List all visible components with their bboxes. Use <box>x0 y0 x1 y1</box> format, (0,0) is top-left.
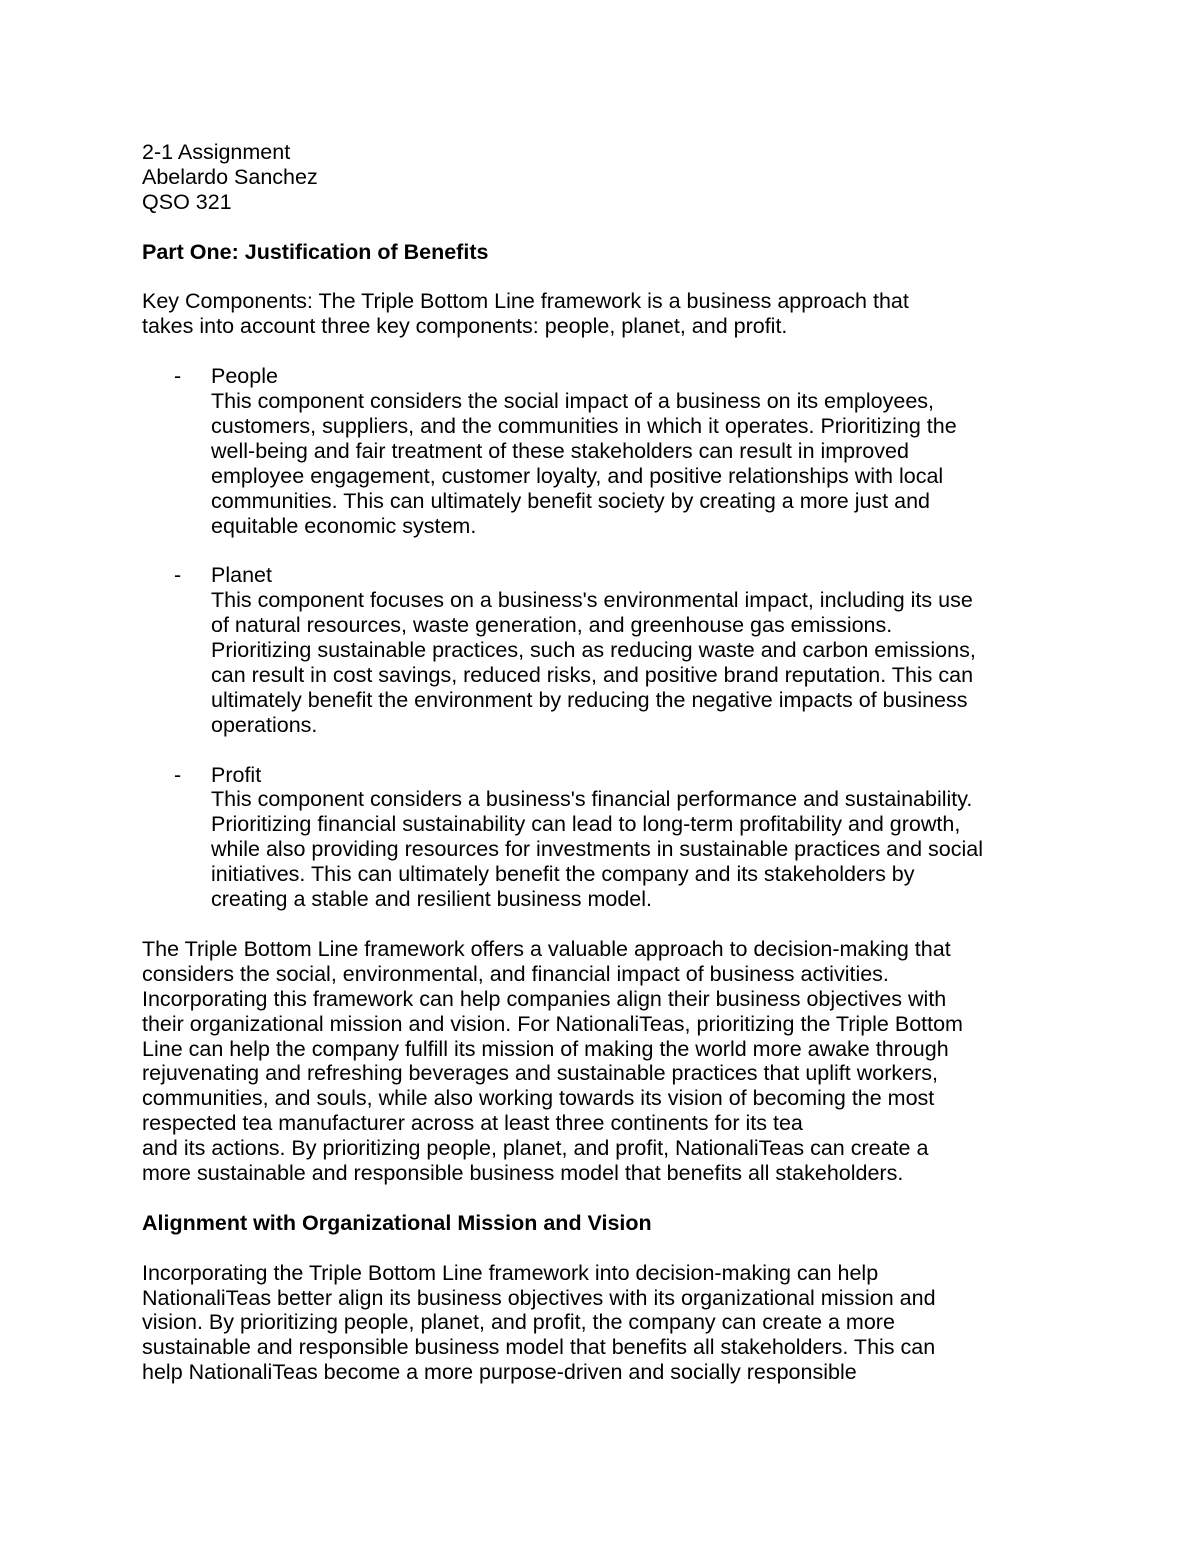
bullet-line: communities. This can ultimately benefit society by creating a more just and <box>211 488 930 513</box>
bullet-planet <box>142 563 1072 737</box>
paragraph-line: takes into account three key components: people, planet, and profit. <box>142 314 788 339</box>
paragraph-line: The Triple Bottom Line framework offers a valuable approach to decision-making that <box>142 936 951 961</box>
paragraph-line: NationaliTeas better align its business objectives with its organizational mission and <box>142 1285 936 1310</box>
bullet-profit <box>142 763 1072 912</box>
paragraph-line: vision. By prioritizing people, planet, and profit, the company can create a more <box>142 1310 895 1335</box>
paragraph-line: communities, and souls, while also working towards its vision of becoming the most <box>142 1086 935 1111</box>
intro-paragraph <box>142 289 1072 339</box>
bullet-line: initiatives. This can ultimately benefit the company and its stakeholders by <box>211 862 915 887</box>
paragraph-line: Key Components: The Triple Bottom Line framework is a business approach that <box>142 289 909 314</box>
bullet-people <box>142 364 1072 538</box>
document-header <box>142 140 1072 215</box>
bullet-line: Prioritizing financial sustainability can lead to long-term profitability and growth, <box>211 812 961 837</box>
alignment-paragraph <box>142 1261 1072 1386</box>
bullet-line: employee engagement, customer loyalty, and positive relationships with local <box>211 463 944 488</box>
paragraph-line: sustainable and responsible business model that benefits all stakeholders. This can <box>142 1335 936 1360</box>
bullet-line: can result in cost savings, reduced risks, and positive brand reputation. This can <box>211 662 974 687</box>
paragraph-line: Line can help the company fulfill its mission of making the world more awake through <box>142 1036 949 1061</box>
bullet-line: operations. <box>211 712 318 737</box>
document-body <box>142 140 1072 1385</box>
alignment-heading: Alignment with Organizational Mission and Vision <box>142 1210 652 1235</box>
bullet-title: Planet <box>211 563 272 588</box>
bullet-line: ultimately benefit the environment by reducing the negative impacts of business <box>211 687 968 712</box>
paragraph-line: Incorporating the Triple Bottom Line framework into decision-making can help <box>142 1260 879 1285</box>
bullet-title: People <box>211 364 278 389</box>
paragraph-line: considers the social, environmental, and financial impact of business activities. <box>142 961 889 986</box>
bullet-dash: - <box>174 364 182 389</box>
course-code: QSO 321 <box>142 189 232 214</box>
summary-paragraph <box>142 937 1072 1186</box>
bullet-dash: - <box>174 762 182 787</box>
bullet-line: equitable economic system. <box>211 513 477 538</box>
author-name: Abelardo Sanchez <box>142 164 318 189</box>
bullet-dash: - <box>174 563 182 588</box>
bullet-line: This component considers the social impact of a business on its employees, <box>211 389 935 414</box>
paragraph-line: and its actions. By prioritizing people, planet, and profit, NationaliTeas can create a <box>142 1136 929 1161</box>
bullet-line: creating a stable and resilient business model. <box>211 887 653 912</box>
bullet-line: This component considers a business's financial performance and sustainability. <box>211 787 973 812</box>
bullet-line: This component focuses on a business's environmental impact, including its use <box>211 588 973 613</box>
paragraph-line: more sustainable and responsible business model that benefits all stakeholders. <box>142 1161 904 1186</box>
bullet-line: customers, suppliers, and the communities in which it operates. Prioritizing the <box>211 413 957 438</box>
bullet-line: well-being and fair treatment of these stakeholders can result in improved <box>211 438 909 463</box>
bullet-line: of natural resources, waste generation, and greenhouse gas emissions. <box>211 613 893 638</box>
paragraph-line: respected tea manufacturer across at least three continents for its tea <box>142 1111 803 1136</box>
bullet-line: Prioritizing sustainable practices, such as reducing waste and carbon emissions, <box>211 638 976 663</box>
part-one-heading: Part One: Justification of Benefits <box>142 239 489 264</box>
paragraph-line: help NationaliTeas become a more purpose-driven and socially responsible <box>142 1360 857 1385</box>
bullet-line: while also providing resources for investments in sustainable practices and social <box>211 837 983 862</box>
paragraph-line: rejuvenating and refreshing beverages and sustainable practices that uplift workers, <box>142 1061 938 1086</box>
paragraph-line: their organizational mission and vision. For NationaliTeas, prioritizing the Triple Bottom <box>142 1011 963 1036</box>
bullet-title: Profit <box>211 762 262 787</box>
assignment-title: 2-1 Assignment <box>142 140 291 164</box>
paragraph-line: Incorporating this framework can help companies align their business objectives with <box>142 986 947 1011</box>
